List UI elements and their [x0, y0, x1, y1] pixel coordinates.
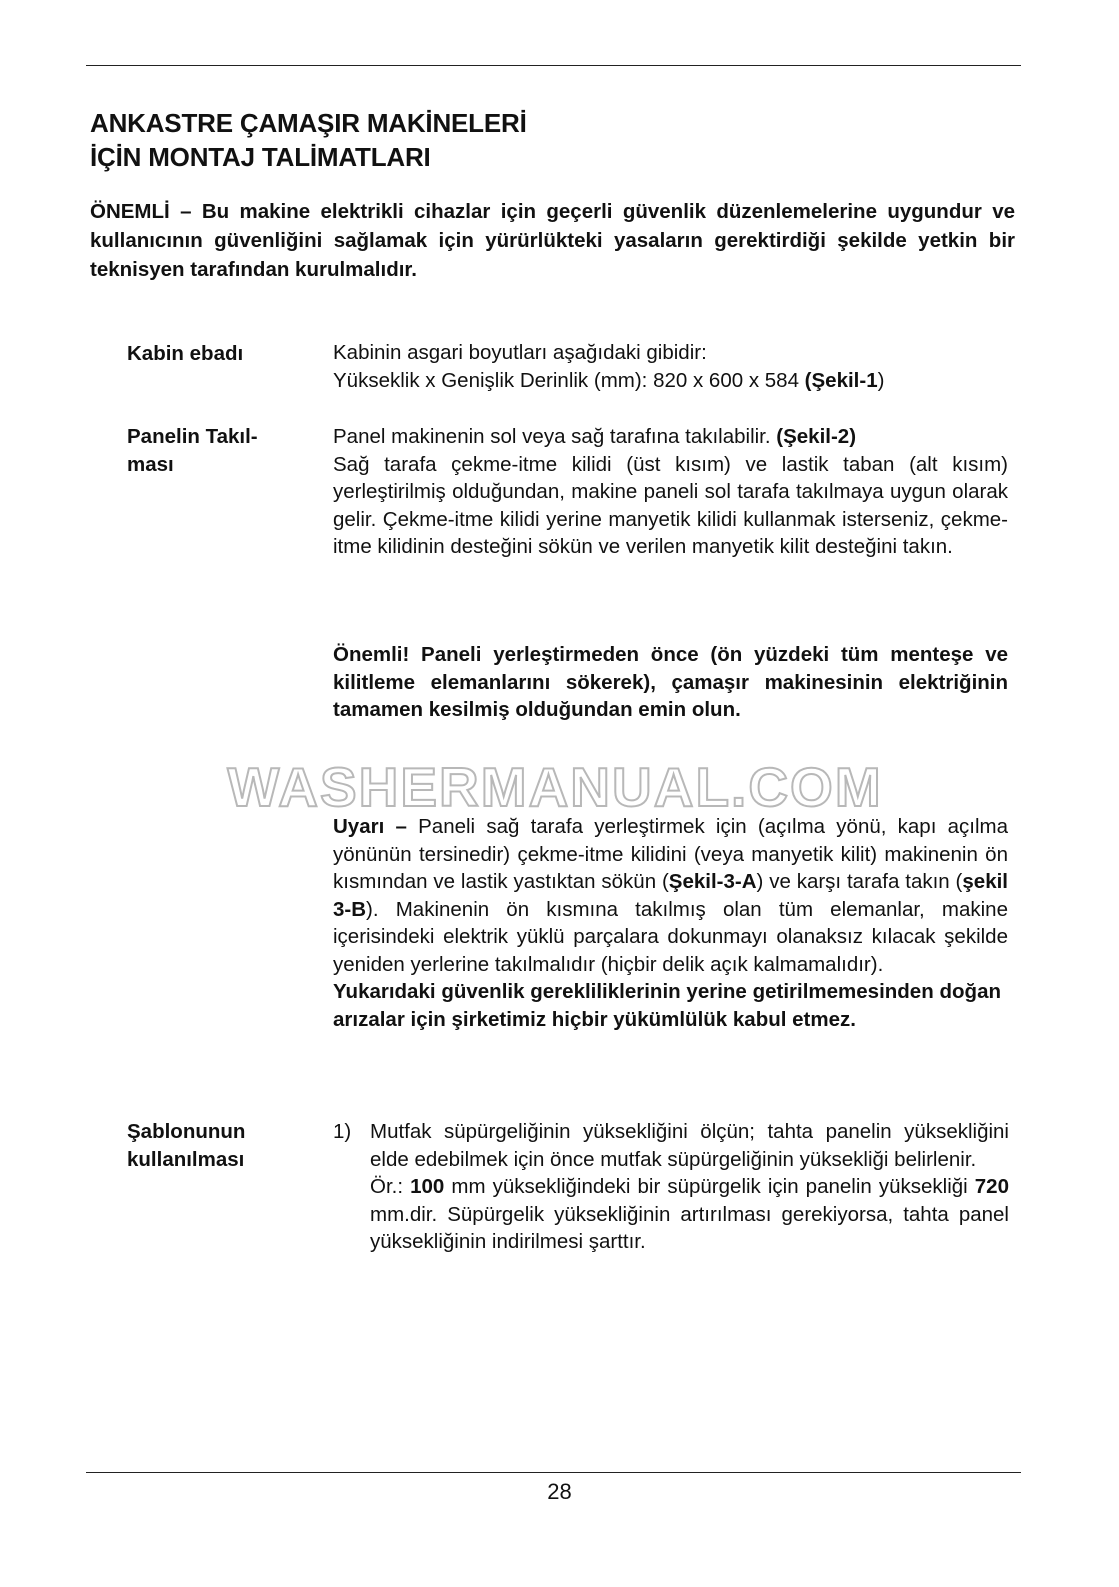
list-item-number: 1)	[333, 1120, 352, 1143]
list-item-text: Mutfak süpürgeliğinin yüksekliğini ölçün; tahta panelin yüksekliğini elde edebilmek için önce mutfak süpürgeliğinin yüksekliği belirlenir.	[370, 1120, 1009, 1171]
figure-ref-3b: şekil 3-B	[333, 870, 1008, 921]
footer-rule	[86, 1472, 1021, 1473]
washermanual-watermark	[205, 754, 905, 816]
panel-paragraph-2: Sağ tarafa çekme-itme kilidi (üst kısım) ve lastik taban (alt kısım) yerleştirilmiş olduğundan, makine paneli sol tarafa takılmaya uygun olarak gelir. Çekme-itme kilidi yerine manyetik kilidi kullanmak isterseniz, çekme-itme kilidinin desteğini sökün ve verilen manyetik kilit desteğini takın.	[333, 452, 1008, 558]
figure-ref-3a: Şekil-3-A	[668, 870, 757, 893]
panel-caution: Uyarı – Paneli sağ tarafa yerleştirmek için (açılma yönü, kapı açılma yönünün tersinedir) çekme-itme kilidini (veya manyetik kilit) makinenin ön kısmından ve lastik yastıktan sökün (Şekil-3-A) ve karşı tarafa takın (şekil 3-B). Makinenin ön kısmına takılmış olan tüm elemanlar, makine içerisindeki elektrik yüklü parçalara dokunmayı olanaksız kılacak şekilde yeniden yerlerine takılmalıdır (hiçbir delik açık kalmamalıdır). Yukarıdaki güvenlik gerekliliklerinin yerine getirilmemesinden doğan arızalar için şirketimiz hiçbir yükümlülük kabul etmez.	[333, 813, 1008, 1033]
important-notice: ÖNEMLİ – Bu makine elektrikli cihazlar için geçerli güvenlik düzenlemelerine uygundur ve kullanıcının güvenliğini sağlamak için yürürlükteki yasaların gerektirdiği şekilde yetkin bir teknisyen tarafından kurulmalıdır.	[90, 200, 1015, 281]
title-line-1: ANKASTRE ÇAMAŞIR MAKİNELERİ	[90, 108, 527, 138]
watermark-text: WASHERMANUAL.COM	[227, 756, 883, 816]
cabinet-content	[333, 339, 1008, 394]
page-number: 28	[547, 1479, 572, 1504]
figure-ref-1: (Şekil-1	[804, 368, 878, 392]
cabinet-label: Kabin ebadı	[127, 342, 244, 365]
panel-content	[333, 423, 1008, 561]
cabinet-line-2: Yükseklik x Genişlik Derinlik (mm): 820 x 600 x 584 (Şekil-1)	[333, 368, 885, 392]
panel-paragraph-1: Panel makinenin sol veya sağ tarafına takılabilir. (Şekil-2)	[333, 425, 857, 448]
figure-ref-2: (Şekil-2)	[776, 425, 857, 448]
liability-notice: Yukarıdaki güvenlik gerekliliklerinin yerine getirilmemesinden doğan arızalar için şirketimiz hiçbir yükümlülük kabul etmez.	[333, 980, 1001, 1031]
list-item	[333, 1118, 1009, 1256]
title-line-2: İÇİN MONTAJ TALİMATLARI	[90, 142, 431, 172]
template-label: Şablonunun kullanılması	[127, 1120, 246, 1171]
list-item-example: Ör.: 100 mm yüksekliğindeki bir süpürgelik için panelin yüksekliği 720 mm.dir. Süpürgelik yüksekliğinin artırılması gerekiyorsa, tahta panel yüksekliğinin indirilmesi şarttır.	[370, 1175, 1009, 1253]
panel-warning: Önemli! Paneli yerleştirmeden önce (ön yüzdeki tüm menteşe ve kilitleme elemanlarını sökerek), çamaşır makinesinin elektriğinin tamamen kesilmiş olduğundan emin olun.	[333, 643, 1008, 721]
panel-label: Panelin Takıl- ması	[127, 425, 258, 476]
header-rule	[86, 65, 1021, 66]
page-title	[90, 106, 527, 174]
caution-label: Uyarı –	[333, 815, 407, 838]
cabinet-line-1: Kabinin asgari boyutları aşağıdaki gibidir:	[333, 341, 707, 364]
